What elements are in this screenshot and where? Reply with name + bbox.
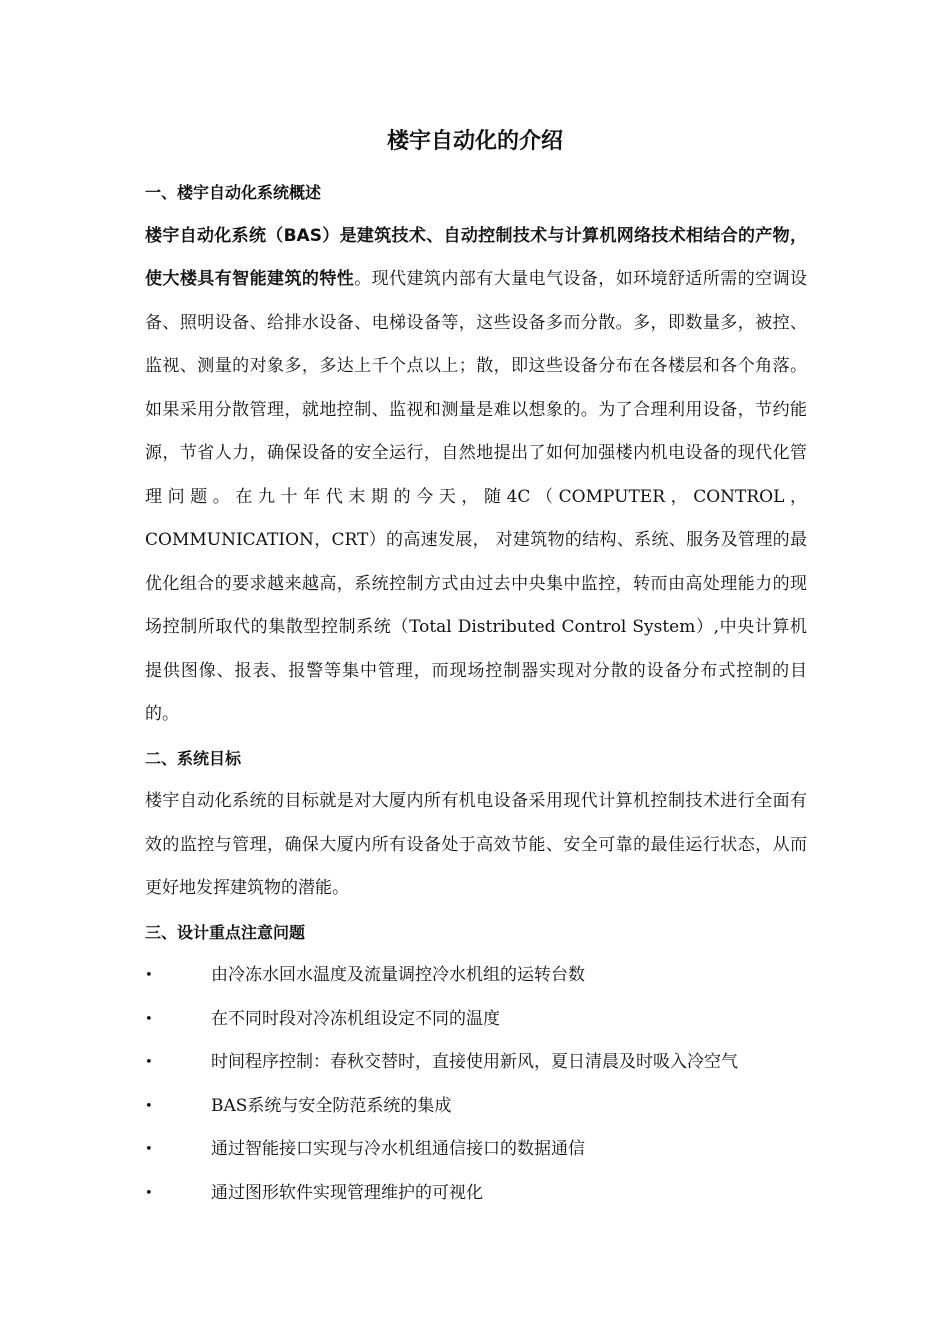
bullet-icon: • [145,968,153,983]
section-1-bold-text: 楼宇自动化系统（BAS）是建筑技术、自动控制技术与计算机网络技术相结合的产物，使大楼具有智能建筑的特性 [145,225,807,289]
list-item-text: 通过智能接口实现与冷水机组通信接口的数据通信 [211,1139,585,1159]
list-item-text: 由冷冻水回水温度及流量调控冷水机组的运转台数 [211,965,585,985]
list-item [145,1172,807,1216]
list-item [145,998,807,1042]
list-item-text: 通过图形软件实现管理维护的可视化 [211,1182,483,1203]
list-item [145,1128,807,1172]
list-item-text: BAS系统与安全防范系统的集成 [211,1095,452,1116]
section-1-body-text: 。现代建筑内部有大量电气设备，如环境舒适所需的空调设备、照明设备、给排水设备、电梯设备等，这些设备多而分散。多，即数量多，被控、监视、测量的对象多，多达上千个点以上；散，即这些设备分布在各楼层和各个角落。如果采用分散管理，就地控制、监视和测量是难以想象的。为了合理利用设备，节约能源，节省人力，确保设备的安全运行，自然地提出了如何加强楼内机电设备的现代化管理问题。在九十年代末期的今天，随4C（COMPUTER，CONTROL，COMMUNICATION，CRT）的高速发展， 对建筑物的结构、系统、服务及管理的最优化组合的要求越来越高，系统控制方式由过去中央集中监控，转而由高处理能力的现场控制所取代的集散型控制系统（Total Distributed Control System）,中央计算机提供图像、报表、报警等集中管理，而现场控制器实现对分散的设备分布式控制的目的。 [145,269,808,724]
list-item-text: 在不同时段对冷冻机组设定不同的温度 [211,1008,500,1029]
list-item [145,954,807,998]
section-1-heading: 一、楼宇自动化系统概述 [145,183,322,202]
bullet-icon: • [145,1142,153,1157]
list-item [145,1041,807,1085]
bullet-icon: • [145,1011,153,1027]
document-body [145,171,807,1215]
document-title: 楼宇自动化的介绍 [386,129,563,154]
bullet-icon: • [145,1185,153,1201]
section-1-paragraph [145,215,807,737]
bullet-icon: • [145,1098,153,1114]
design-points-list [145,954,807,1215]
section-2-paragraph: 楼宇自动化系统的目标就是对大厦内所有机电设备采用现代计算机控制技术进行全面有效的监控与管理，确保大厦内所有设备处于高效节能、安全可靠的最佳运行状态，从而更好地发挥建筑物的潜能。 [145,791,807,898]
bullet-icon: • [145,1055,153,1070]
list-item [145,1085,807,1129]
section-3-heading: 三、设计重点注意问题 [145,922,306,942]
section-2-heading: 二、系统目标 [145,748,242,768]
list-item-text: 时间程序控制：春秋交替时，直接使用新风，夏日清晨及时吸入冷空气 [211,1052,738,1072]
